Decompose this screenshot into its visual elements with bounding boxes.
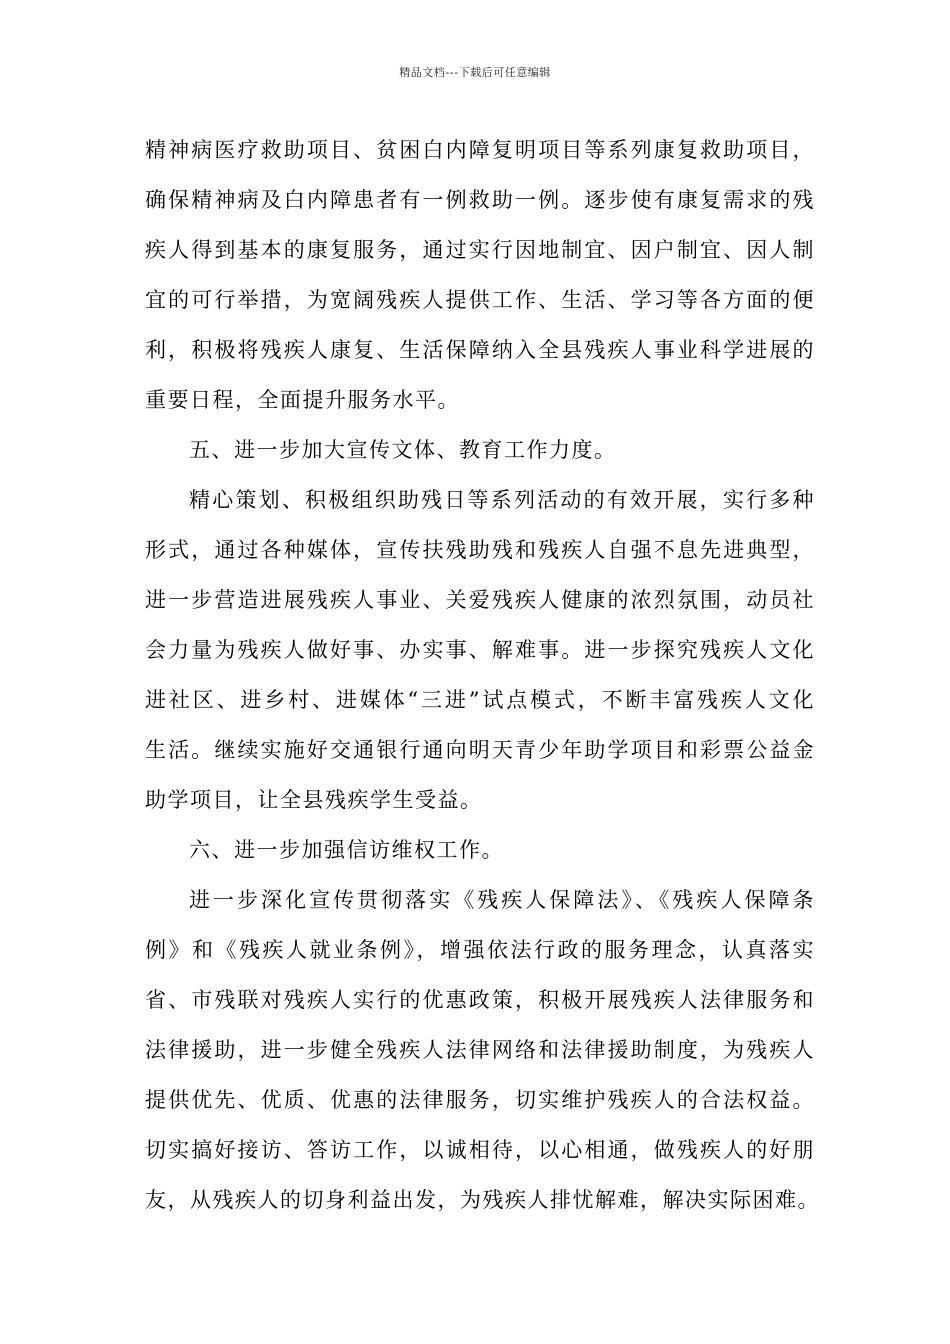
- text-line: 重要日程，全面提升服务水平。: [145, 388, 460, 412]
- text-line: 生活。继续实施好交通银行通向明天青少年助学项目和彩票公益金: [145, 738, 815, 762]
- section-heading: 六、进一步加强信访维权工作。: [189, 838, 504, 862]
- text-line: 进一步营造进展残疾人事业、关爱残疾人健康的浓烈氛围，动员社: [145, 588, 815, 612]
- text-line: 宜的可行举措，为宽阔残疾人提供工作、生活、学习等各方面的便: [145, 288, 815, 312]
- text-line: 精神病医疗救助项目、贫困白内障复明项目等系列康复救助项目，: [145, 138, 815, 162]
- text-line: 精心策划、积极组织助残日等系列活动的有效开展，实行多种: [189, 488, 815, 512]
- text-line: 法律援助，进一步健全残疾人法律网络和法律援助制度，为残疾人: [145, 1038, 815, 1062]
- text-line: 例》和《残疾人就业条例》，增强依法行政的服务理念，认真落实: [145, 938, 815, 962]
- text-line: 疾人得到基本的康复服务，通过实行因地制宜、因户制宜、因人制: [145, 238, 815, 262]
- text-line: 切实搞好接访、答访工作，以诚相待，以心相通，做残疾人的好朋: [145, 1138, 815, 1162]
- text-line: 助学项目，让全县残疾学生受益。: [145, 788, 483, 812]
- text-line: 进社区、进乡村、进媒体“三进”试点模式，不断丰富残疾人文化: [145, 688, 815, 712]
- text-line: 提供优先、优质、优惠的法律服务，切实维护残疾人的合法权益。: [145, 1088, 815, 1112]
- text-line: 利，积极将残疾人康复、生活保障纳入全县残疾人事业科学进展的: [145, 338, 815, 362]
- text-line: 会力量为残疾人做好事、办实事、解难事。进一步探究残疾人文化: [145, 638, 815, 662]
- text-line: 确保精神病及白内障患者有一例救助一例。逐步使有康复需求的残: [145, 188, 815, 212]
- text-line: 进一步深化宣传贯彻落实《残疾人保障法》、《残疾人保障条: [189, 888, 815, 912]
- document-body: [145, 125, 820, 1225]
- text-line: 友，从残疾人的切身利益出发，为残疾人排忧解难，解决实际困难。: [145, 1188, 820, 1212]
- page-header: 精品文档---下载后可任意编辑: [399, 66, 551, 79]
- text-line: 省、市残联对残疾人实行的优惠政策，积极开展残疾人法律服务和: [145, 988, 815, 1012]
- text-line: 形式，通过各种媒体，宣传扶残助残和残疾人自强不息先进典型，: [145, 538, 815, 562]
- section-heading: 五、进一步加大宣传文体、教育工作力度。: [189, 438, 617, 462]
